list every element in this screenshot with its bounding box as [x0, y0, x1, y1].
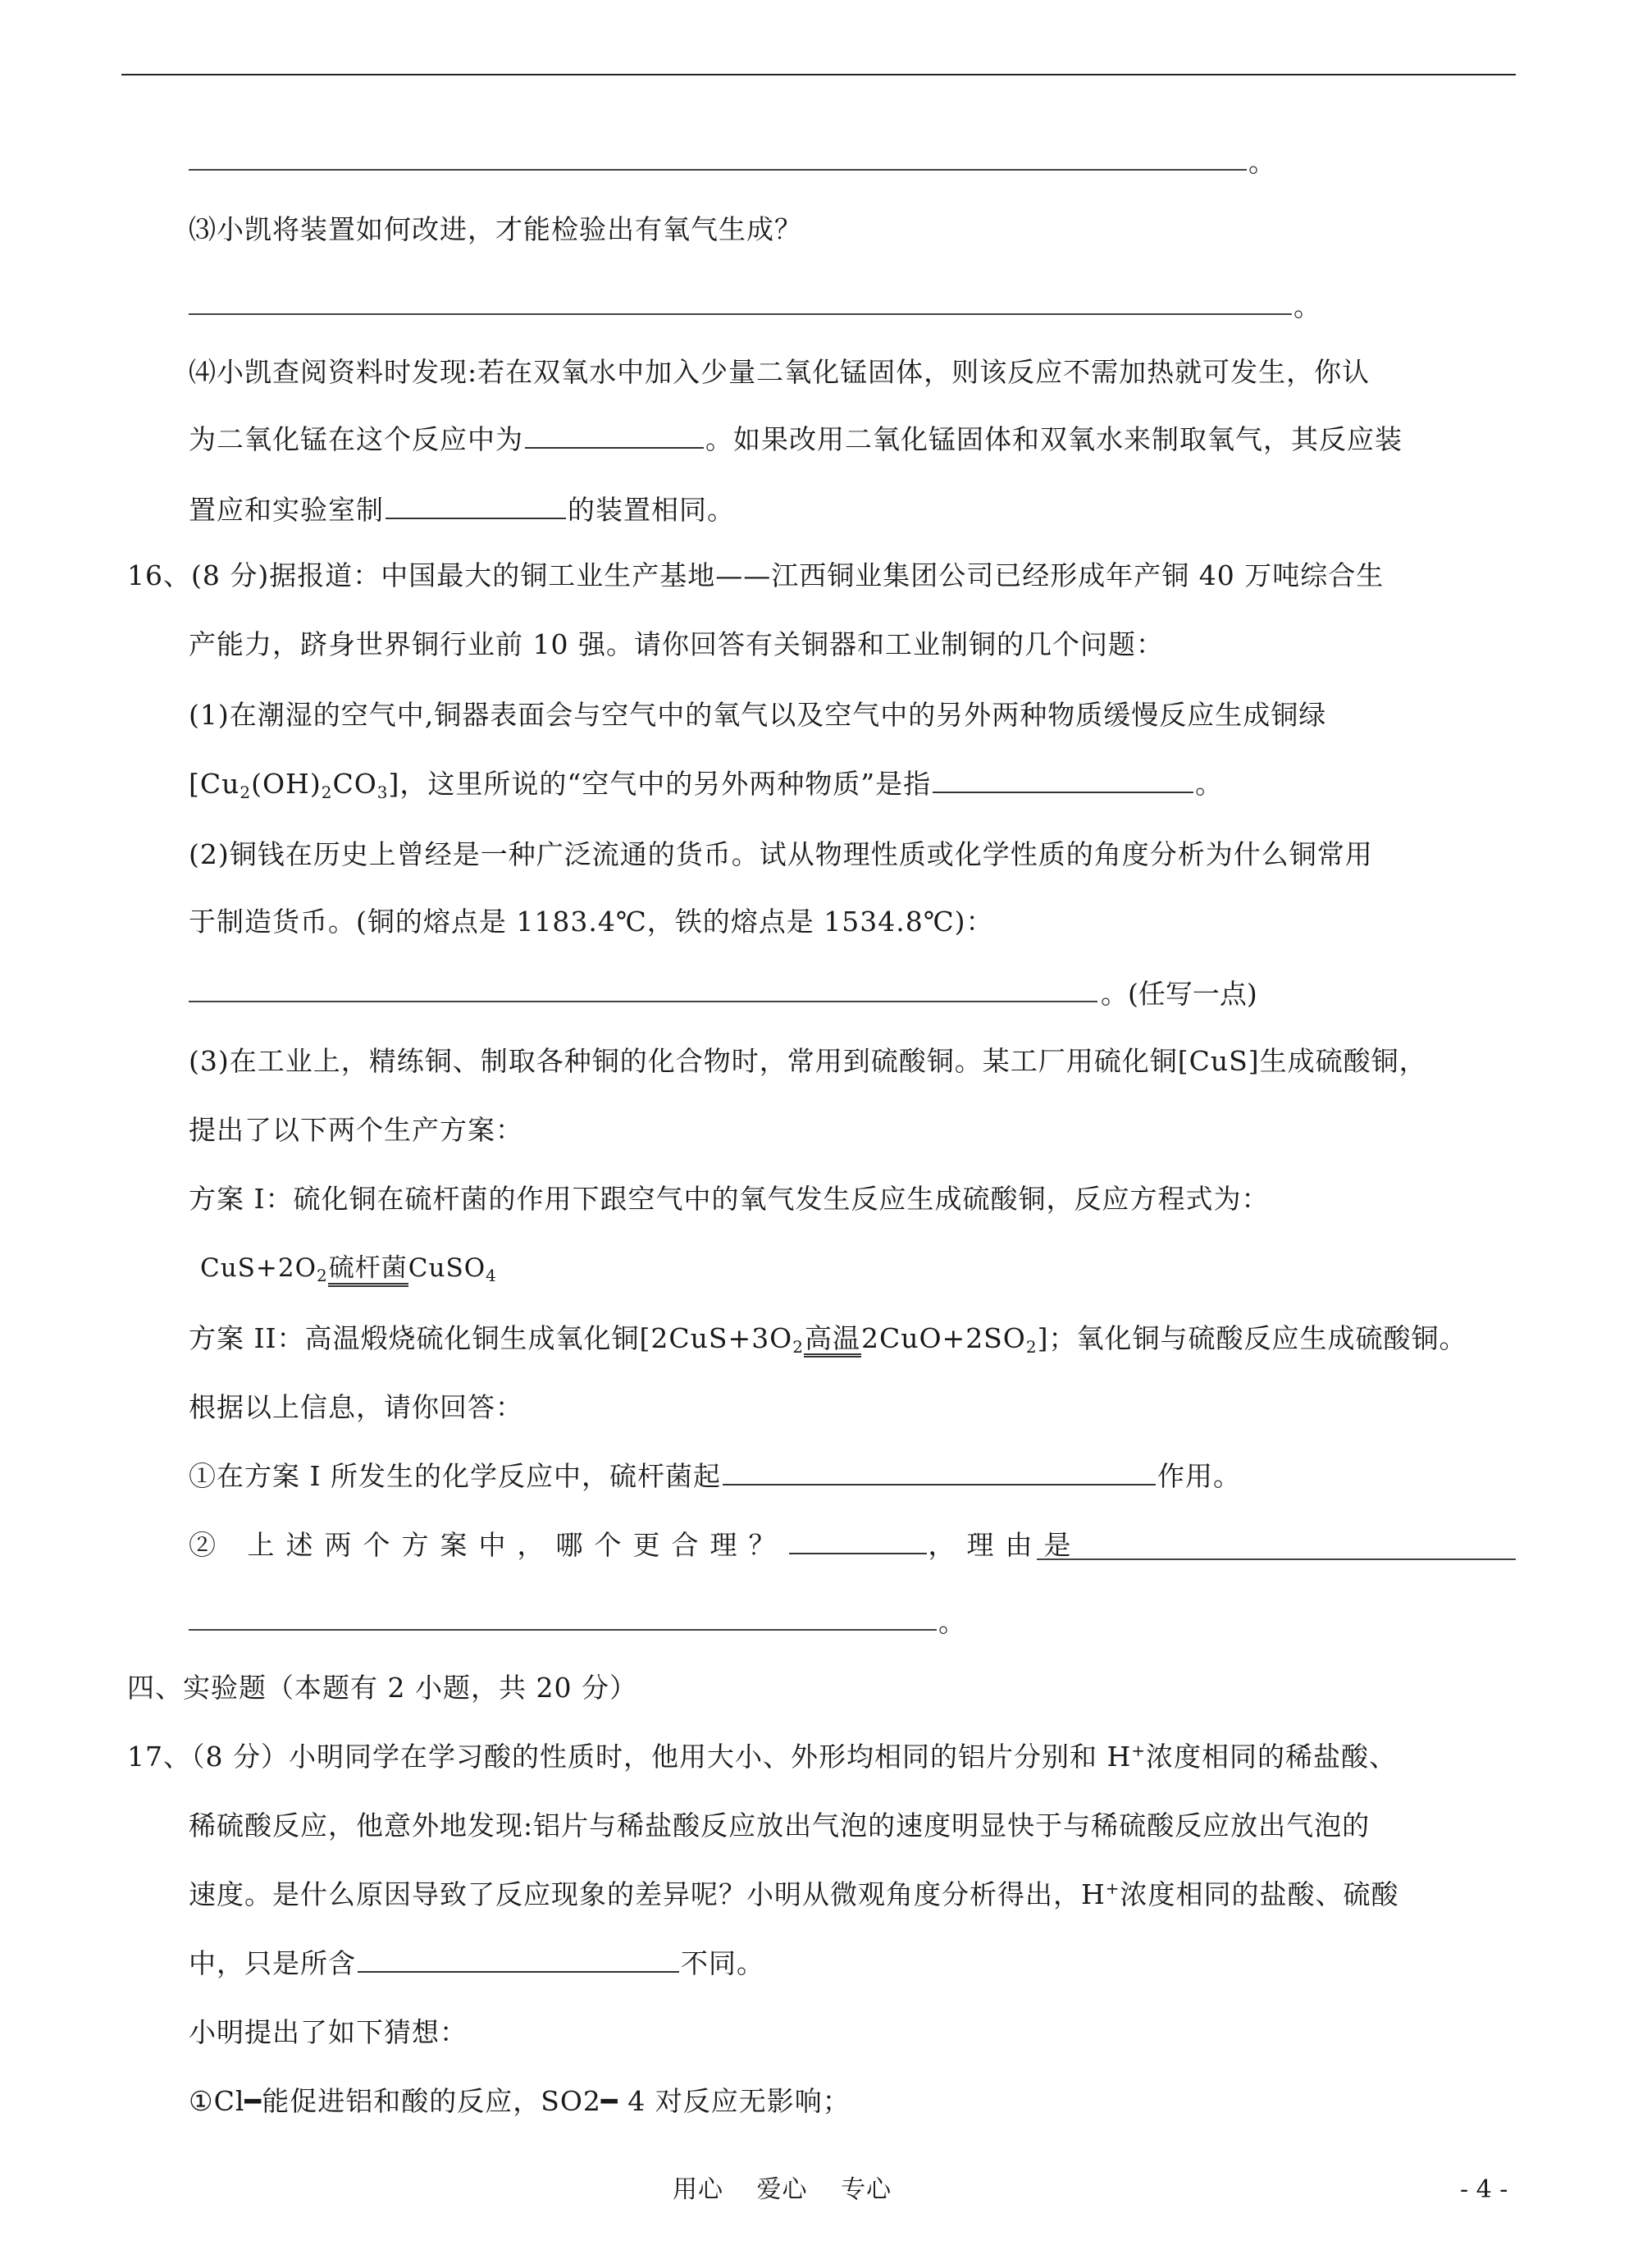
subscript: 3 — [376, 783, 389, 802]
superscript: + — [1131, 1741, 1147, 1760]
text: ]，这里所说的“空气中的另外两种物质”是指 — [388, 768, 932, 800]
text: 17、（8 分）小明同学在学习酸的性质时，他用大小、外形均相同的铝片分别和 H — [127, 1741, 1132, 1773]
subscript: 4 — [486, 1266, 497, 1285]
sub-question-2 — [189, 1527, 1083, 1563]
text: [Cu — [189, 768, 240, 800]
subscript: 2 — [1025, 1337, 1038, 1357]
answer-blank — [386, 493, 566, 519]
superscript: + — [1105, 1878, 1120, 1898]
text: CuSO — [408, 1253, 486, 1283]
subscript: 2 — [792, 1337, 804, 1357]
footer-slogan: 用心 爱心 专心 — [673, 2175, 892, 2204]
reaction-condition: 高温 — [804, 1324, 861, 1358]
subscript: 2 — [240, 783, 252, 802]
question-15-part-4-line3 — [189, 492, 735, 528]
question-15-part-3: ⑶小凯将装置如何改进，才能检验出有氧气生成？ — [189, 213, 802, 245]
based-on-info: 根据以上信息，请你回答： — [189, 1391, 523, 1423]
text: 作用。 — [1157, 1460, 1242, 1492]
text: ①在方案 I 所发生的化学反应中，硫杆菌起 — [189, 1460, 722, 1492]
answer-blank — [189, 313, 1292, 315]
text: 。如果改用二氧化锰固体和双氧水来制取氧气，其反应装 — [705, 423, 1403, 455]
question-17-line4 — [189, 1946, 764, 1982]
subscript: 2 — [321, 783, 333, 802]
question-16-heading-line2: 产能力，跻身世界铜行业前 10 强。请你回答有关铜器和工业制铜的几个问题： — [189, 628, 1164, 660]
question-15-part-4: ⑷小凯查阅资料时发现:若在双氧水中加入少量二氧化锰固体，则该反应不需加热就可发生，你认 — [189, 356, 1371, 388]
sub-question-1 — [189, 1458, 1241, 1495]
text: 。 — [1195, 768, 1224, 800]
text: (OH) — [251, 768, 322, 800]
question-15-part-4-line2 — [189, 422, 1403, 458]
text: ]；氧化铜与硫酸反应生成硫酸铜。 — [1037, 1322, 1467, 1354]
header-rule — [121, 74, 1516, 75]
text: 中，只是所含 — [189, 1947, 356, 1979]
section-4-heading: 四、实验题（本题有 2 小题，共 20 分） — [127, 1672, 637, 1704]
question-16-part-2-line2: 于制造货币。(铜的熔点是 1183.4℃，铁的熔点是 1534.8℃)： — [189, 906, 994, 938]
plan-1: 方案 I：硫化铜在硫杆菌的作用下跟空气中的氧气发生反应生成硫酸铜，反应方程式为： — [189, 1183, 1270, 1215]
question-17-line2: 稀硫酸反应，他意外地发现:铝片与稀盐酸反应放出气泡的速度明显快于与稀硫酸反应放出气泡的 — [189, 1809, 1371, 1841]
question-17-line3 — [189, 1877, 1399, 1913]
question-17-heading — [127, 1739, 1397, 1775]
text: 置应和实验室制 — [189, 494, 384, 526]
text: 浓度相同的稀盐酸、 — [1146, 1741, 1398, 1773]
answer-blank — [358, 1946, 679, 1973]
text: ② 上述两个方案中，哪个更合理？ — [189, 1529, 787, 1561]
period: 。 — [1294, 290, 1321, 322]
text: CuS+2O — [200, 1253, 317, 1283]
reaction-condition: 硫杆菌 — [328, 1253, 408, 1287]
answer-blank — [933, 767, 1193, 793]
question-16-part-2: (2)铜钱在历史上曾经是一种广泛流通的货币。试从物理性质或化学性质的角度分析为什么铜常用 — [189, 838, 1373, 870]
question-16-part-1-line2 — [189, 766, 1223, 802]
text: 浓度相同的盐酸、硫酸 — [1120, 1878, 1399, 1910]
question-16-part-3: (3)在工业上，精练铜、制取各种铜的化合物时，常用到硫酸铜。某工厂用硫化铜[CuS]生成硫酸铜， — [189, 1045, 1427, 1077]
text: 的装置相同。 — [568, 494, 735, 526]
answer-blank — [1037, 1558, 1516, 1560]
question-16-part-1: (1)在潮湿的空气中,铜器表面会与空气中的氧气以及空气中的另外两种物质缓慢反应生成铜绿 — [189, 699, 1327, 731]
answer-blank — [789, 1528, 927, 1554]
text: 速度。是什么原因导致了反应现象的差异呢？小明从微观角度分析得出，H — [189, 1878, 1106, 1910]
text: ，理由是 — [928, 1529, 1083, 1561]
subscript: 2 — [317, 1266, 328, 1285]
answer-blank — [189, 1001, 1097, 1002]
page-number: - 4 - — [1460, 2175, 1508, 2204]
question-16-heading: 16、(8 分)据报道：中国最大的铜工业生产基地——江西铜业集团公司已经形成年产铜 40 万吨综合生 — [127, 559, 1385, 591]
text: 为二氧化锰在这个反应中为 — [189, 423, 523, 455]
text: CO — [332, 768, 377, 800]
answer-blank — [189, 169, 1247, 171]
answer-blank — [525, 422, 704, 449]
text: 2CuO+2SO — [860, 1322, 1026, 1354]
answer-blank — [189, 1629, 937, 1631]
plan-2 — [189, 1321, 1467, 1358]
guess-1: ①Cl━能促进铝和酸的反应，SO2━ 4 对反应无影响； — [189, 2085, 851, 2117]
guess-intro: 小明提出了如下猜想： — [189, 2016, 468, 2048]
note: 。(任写一点) — [1101, 978, 1257, 1010]
text: 不同。 — [681, 1947, 764, 1979]
period: 。 — [1248, 146, 1275, 178]
question-16-part-3-line2: 提出了以下两个生产方案： — [189, 1114, 523, 1146]
answer-blank — [723, 1459, 1156, 1485]
period: 。 — [938, 1606, 965, 1638]
equation-1 — [200, 1250, 497, 1287]
text: 方案 II：高温煅烧硫化铜生成氧化铜[2CuS+3O — [189, 1322, 793, 1354]
